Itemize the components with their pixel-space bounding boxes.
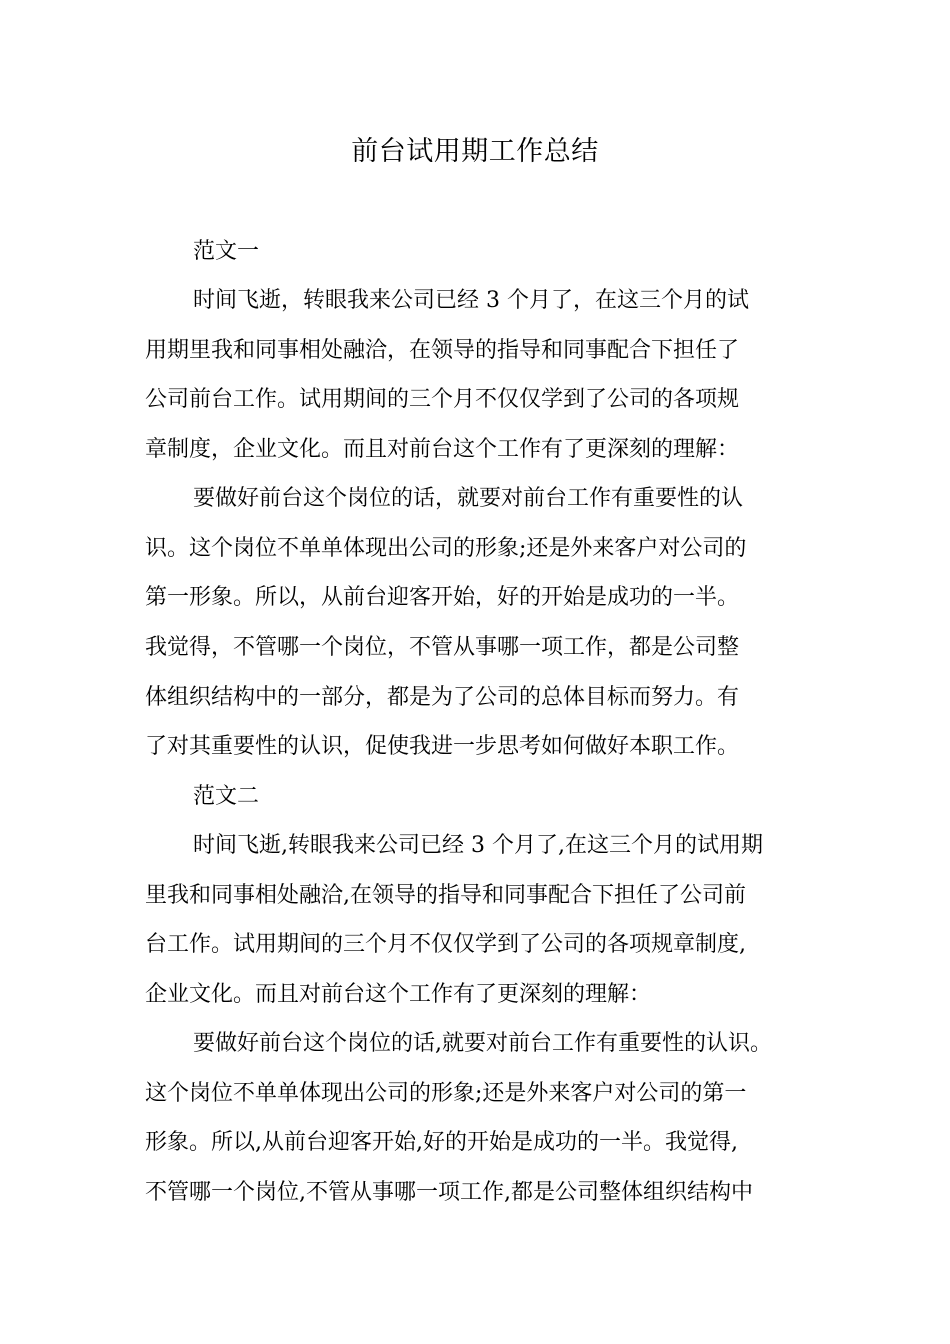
paragraph-line: 时间飞逝,转眼我来公司已经 3 个月了,在这三个月的试用期 [193,833,763,858]
paragraph-line: 了对其重要性的认识，促使我进一步思考如何做好本职工作。 [145,734,740,759]
paragraph-line: 形象。所以,从前台迎客开始,好的开始是成功的一半。我觉得, [145,1130,738,1155]
paragraph-line: 台工作。试用期间的三个月不仅仅学到了公司的各项规章制度, [145,932,746,957]
paragraph-line: 公司前台工作。试用期间的三个月不仅仅学到了公司的各项规 [145,387,740,412]
paragraph-line: 第一形象。所以，从前台迎客开始，好的开始是成功的一半。 [145,585,740,610]
section-heading-2: 范文二 [193,784,260,809]
paragraph-line: 识。这个岗位不单单体现出公司的形象;还是外来客户对公司的 [145,536,747,561]
paragraph-line: 用期里我和同事相处融洽，在领导的指导和同事配合下担任了 [145,338,740,363]
section-heading-1: 范文一 [193,239,260,264]
paragraph-line: 时间飞逝，转眼我来公司已经 3 个月了，在这三个月的试 [193,288,749,313]
paragraph-line: 不管哪一个岗位,不管从事哪一项工作,都是公司整体组织结构中 [145,1180,753,1205]
paragraph-line: 要做好前台这个岗位的话，就要对前台工作有重要性的认 [193,486,744,511]
paragraph-line: 这个岗位不单单体现出公司的形象;还是外来客户对公司的第一 [145,1081,747,1106]
document-title: 前台试用期工作总结 [351,136,599,167]
paragraph-line: 要做好前台这个岗位的话,就要对前台工作有重要性的认识。 [193,1031,772,1056]
paragraph-line: 里我和同事相处融洽,在领导的指导和同事配合下担任了公司前 [145,883,746,908]
paragraph-line: 体组织结构中的一部分，都是为了公司的总体目标而努力。有 [145,685,740,710]
paragraph-line: 章制度，企业文化。而且对前台这个工作有了更深刻的理解： [145,437,740,462]
paragraph-line: 我觉得，不管哪一个岗位，不管从事哪一项工作，都是公司整 [145,635,740,660]
paragraph-line: 企业文化。而且对前台这个工作有了更深刻的理解： [145,982,652,1007]
